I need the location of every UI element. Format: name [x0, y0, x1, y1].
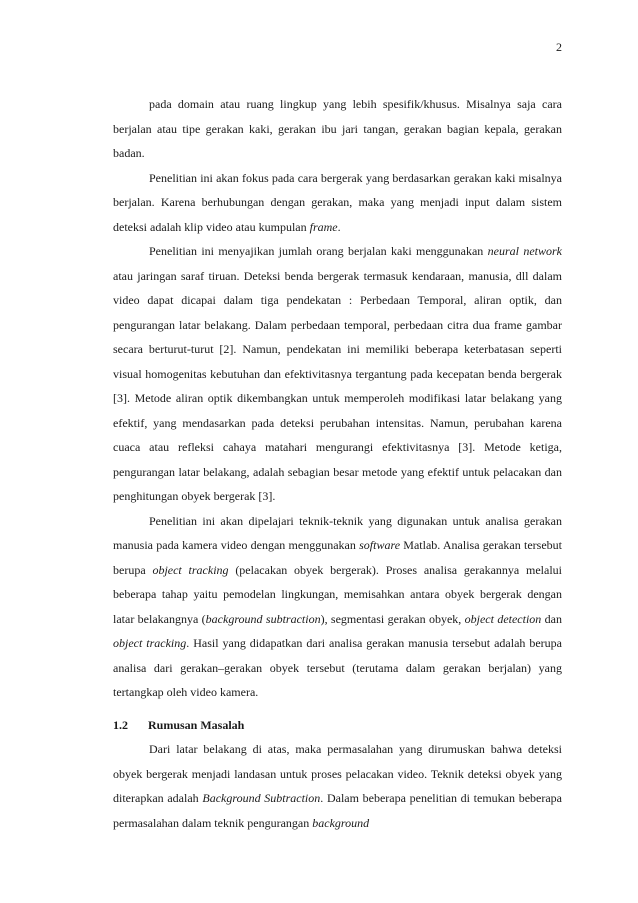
paragraph-2-end: .	[337, 219, 341, 234]
paragraph-4-italic-1: software	[359, 538, 401, 552]
paragraph-4-text-4: ), segmentasi gerakan obyek,	[320, 611, 465, 626]
paragraph-4-text-3: (pelacakan obyek bergerak). Proses analisa gerakannya melalui beberapa tahap yaitu pemodelan lingkungan, memisahkan antara obyek bergerak dengan latar belakangnya (	[113, 562, 562, 626]
paragraph-2	[113, 166, 562, 240]
paragraph-4-italic-3: background subtraction	[205, 611, 321, 626]
paragraph-4-text-6: . Hasil yang didapatkan dari analisa gerakan manusia tersebut adalah berupa analisa dari gerakan–gerakan obyek tersebut (terutama dalam gerakan berjalan) yang tertangkap oleh video kamera.	[113, 636, 562, 699]
page-number: 2	[556, 40, 562, 54]
paragraph-2-text: Penelitian ini akan fokus pada cara bergerak yang berdasarkan gerakan kaki misalnya berjalan. Karena berhubungan dengan gerakan, maka yang menjadi input dalam sistem deteksi adalah klip video atau kumpulan	[113, 170, 562, 234]
paragraph-4-text-1: Penelitian ini akan dipelajari teknik-teknik yang digunakan untuk analisa gerakan manusia pada kamera video dengan menggunakan	[113, 513, 562, 552]
paragraph-3-text-1: Penelitian ini menyajikan jumlah orang berjalan kaki menggunakan	[149, 244, 488, 258]
paragraph-5	[113, 737, 562, 835]
paragraph-2-italic: frame	[309, 219, 338, 234]
paragraph-3-italic-1: neural network	[487, 244, 562, 258]
paragraph-3-text-2: atau jaringan saraf tiruan. Deteksi benda bergerak termasuk kendaraan, manusia, dll dalam video dapat dicapai dalam tiga pendekatan : Perbedaan Temporal, aliran optik, dan pengurangan latar belakang. Dalam perbedaan temporal, perbedaan citra dua frame gambar secara berturut-turut [2]. Namun, pendekatan ini memiliki beberapa keterbatasan seperti visual homogenitas kebutuhan dan efektivitasnya tergantung pada kecepatan benda bergerak [3]. Metode aliran optik dikembangkan untuk memperoleh modifikasi latar belakang yang efektif, yang mendasarkan pada deteksi perubahan intensitas. Namun, perubahan karena cuaca atau refleksi cahaya matahari mengurangi efektivitasnya [3]. Metode ketiga, pengurangan latar belakang, adalah sebagian besar metode yang efektif untuk pelacakan dan penghitungan obyek bergerak [3].	[113, 268, 562, 503]
paragraph-3	[113, 239, 562, 509]
paragraph-4-italic-5: object tracking	[113, 636, 187, 650]
section-number: 1.2	[113, 717, 128, 732]
paragraph-4-italic-4: object detection	[464, 611, 542, 626]
section-heading	[113, 713, 562, 738]
paragraph-5-italic-1: Background Subtraction	[202, 791, 321, 805]
paragraph-5-text-2: . Dalam beberapa penelitian di temukan beberapa permasalahan dalam teknik pengurangan	[113, 791, 562, 830]
paragraph-4	[113, 509, 562, 705]
section-title: Rumusan Masalah	[148, 717, 245, 732]
paragraph-4-text-2: Matlab. Analisa gerakan tersebut berupa	[113, 538, 563, 577]
document-body	[113, 92, 562, 835]
paragraph-5-italic-2: background	[312, 815, 370, 830]
paragraph-5-text-1: Dari latar belakang di atas, maka permasalahan yang dirumuskan bahwa deteksi obyek bergerak menjadi landasan untuk proses pelacakan video. Teknik deteksi obyek yang diterapkan adalah	[113, 742, 562, 805]
paragraph-1: pada domain atau ruang lingkup yang lebih spesifik/khusus. Misalnya saja cara berjalan atau tipe gerakan kaki, gerakan ibu jari tangan, gerakan bagian kepala, gerakan badan.	[113, 97, 562, 160]
paragraph-4-text-5: dan	[541, 611, 562, 626]
paragraph-4-italic-2: object tracking	[152, 562, 229, 577]
